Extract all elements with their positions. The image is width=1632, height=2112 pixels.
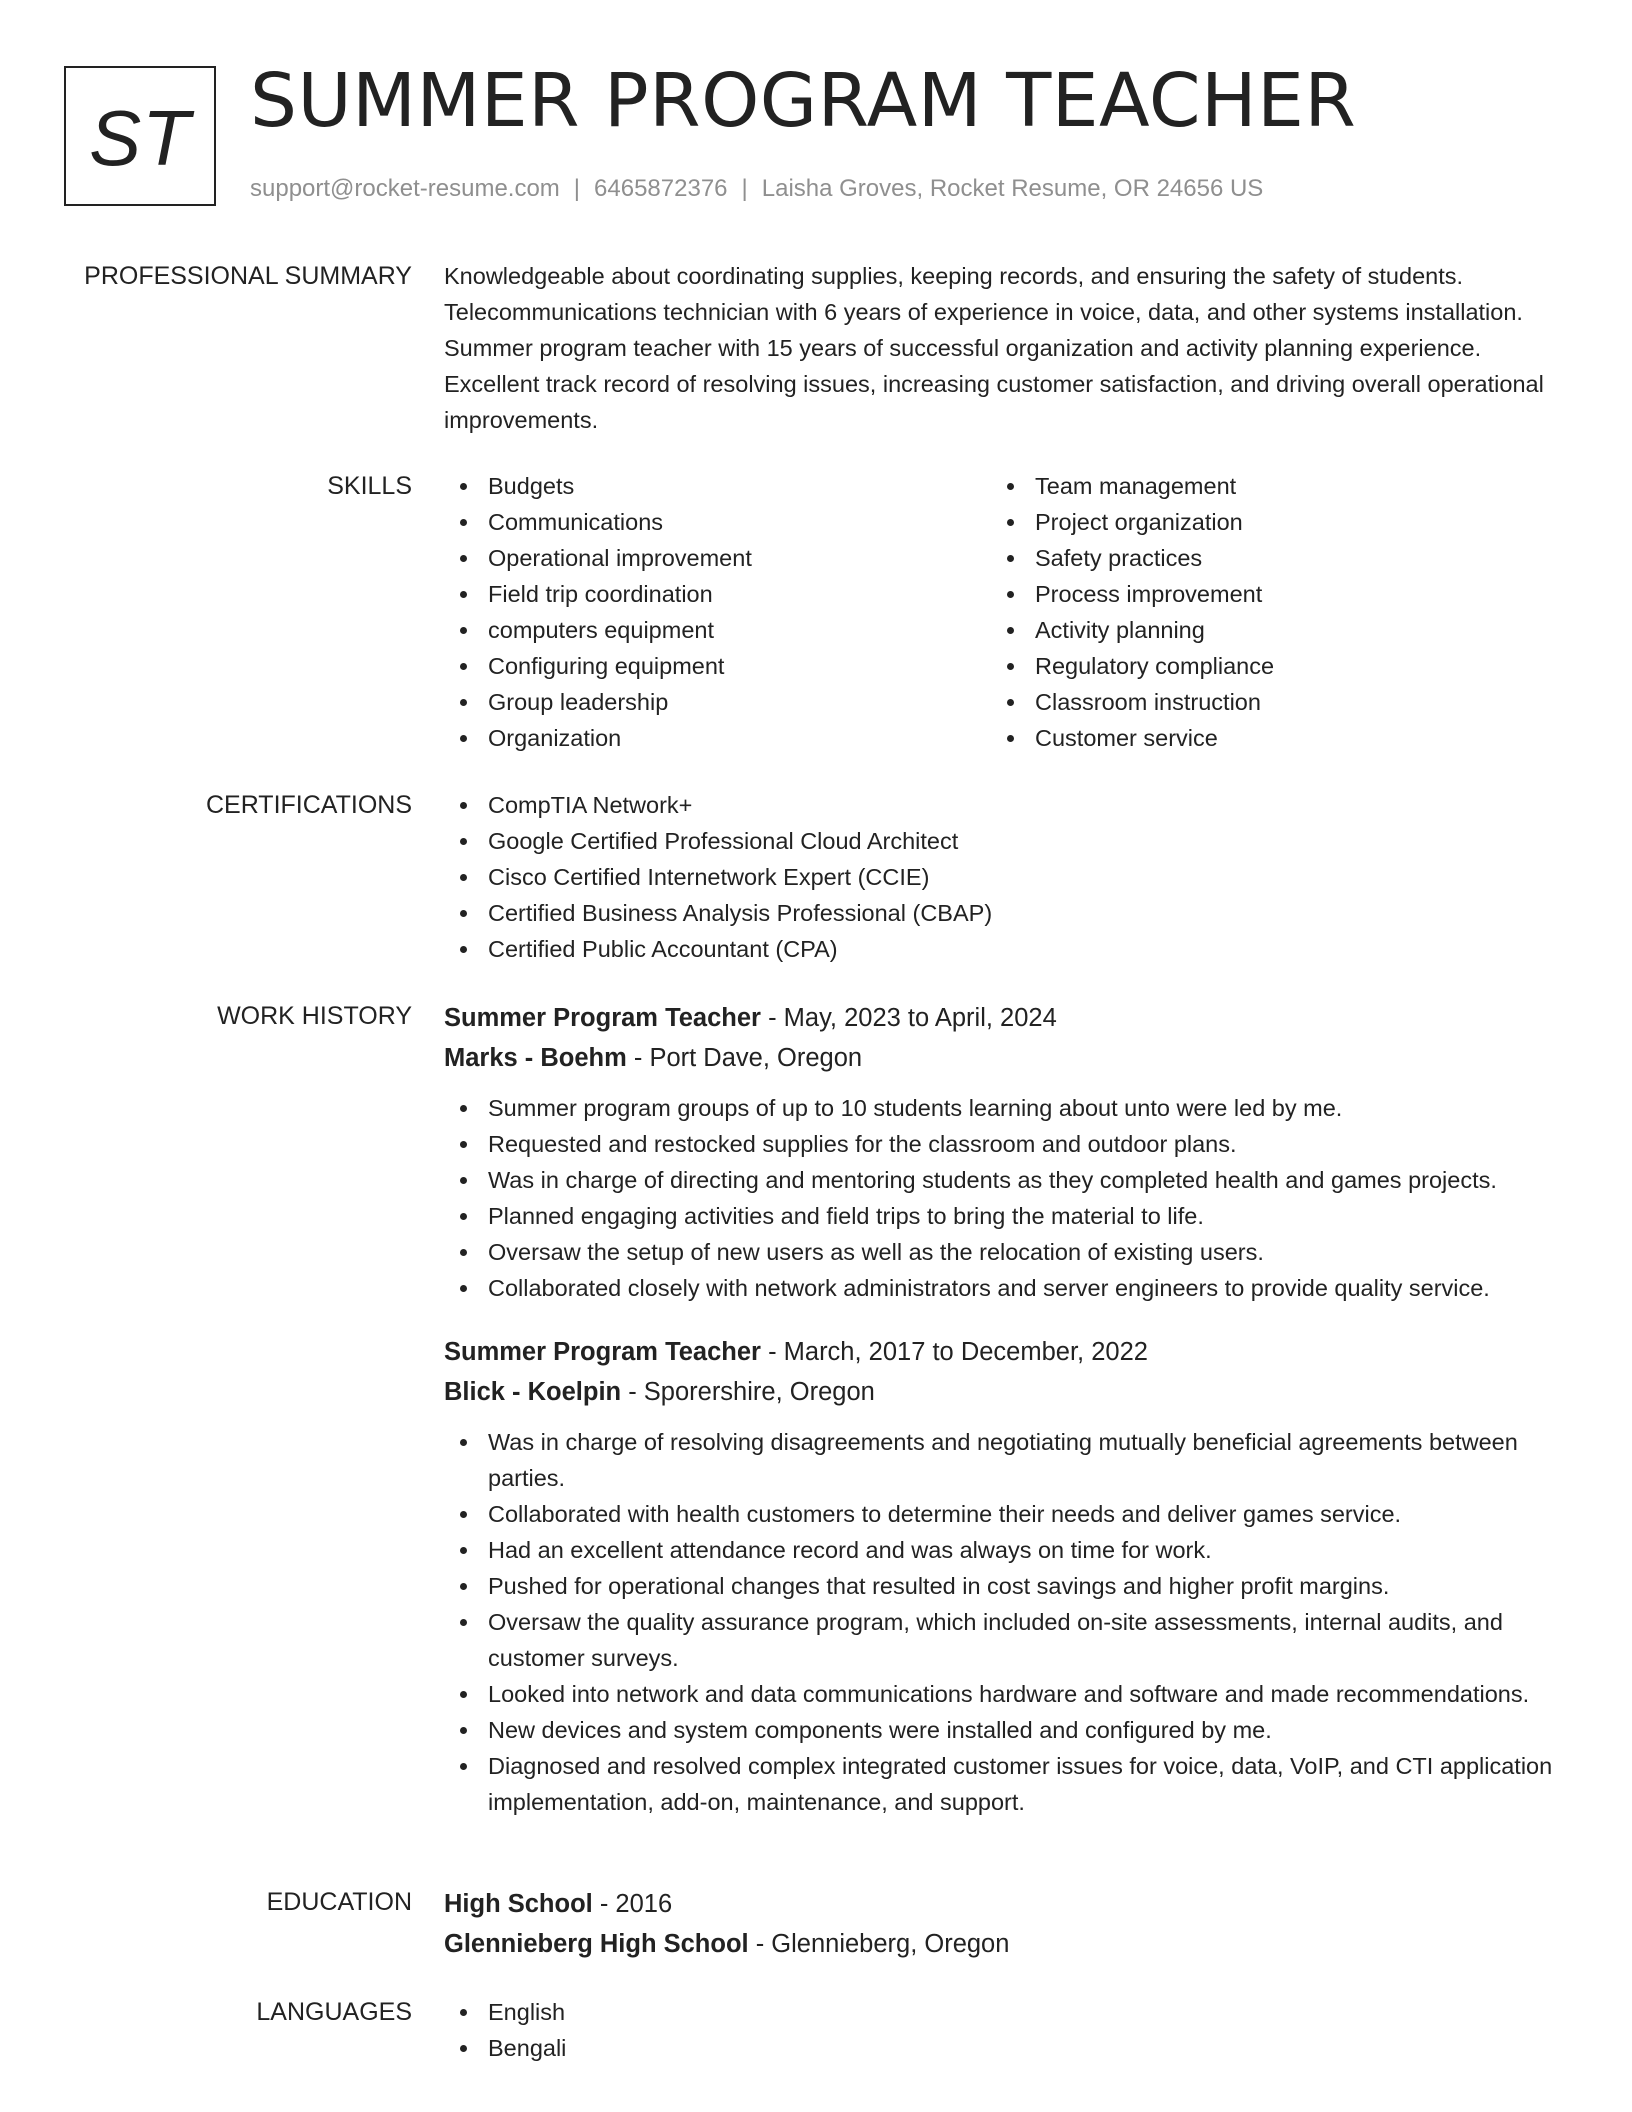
languages-label: LANGUAGES	[256, 1998, 412, 2026]
job-bullet: Was in charge of resolving disagreements and negotiating mutually beneficial agreements between parties.	[444, 1424, 1564, 1496]
job-bullet: Summer program groups of up to 10 students learning about unto were led by me.	[444, 1090, 1564, 1126]
summary-label: PROFESSIONAL SUMMARY	[84, 262, 412, 290]
skill-item: Safety practices	[991, 540, 1538, 576]
education-label: EDUCATION	[266, 1888, 412, 1916]
job-bullet: Oversaw the setup of new users as well as the relocation of existing users.	[444, 1234, 1564, 1270]
job-bullet: Had an excellent attendance record and was always on time for work.	[444, 1532, 1564, 1568]
job-dates: - March, 2017 to December, 2022	[760, 1338, 1148, 1366]
job-bullet: Pushed for operational changes that resulted in cost savings and higher profit margins.	[444, 1568, 1564, 1604]
language-item: English	[444, 1994, 1564, 2030]
education-degree: High School	[444, 1890, 593, 1918]
job-dates: - May, 2023 to April, 2024	[760, 1004, 1057, 1032]
skill-item: Customer service	[991, 720, 1538, 756]
education-school-line	[444, 1924, 1564, 1964]
skill-item: Configuring equipment	[444, 648, 991, 684]
certifications-label: CERTIFICATIONS	[205, 791, 412, 819]
language-item: Bengali	[444, 2030, 1564, 2066]
certification-item: Certified Business Analysis Professional (CBAP)	[444, 895, 1564, 931]
job-bullet: Looked into network and data communications hardware and software and made recommendations.	[444, 1676, 1564, 1712]
job-bullet: Requested and restocked supplies for the classroom and outdoor plans.	[444, 1126, 1564, 1162]
certification-item: Google Certified Professional Cloud Architect	[444, 823, 1564, 859]
certifications-content	[444, 787, 1564, 967]
skill-item: Group leadership	[444, 684, 991, 720]
job-company-line	[444, 1372, 1564, 1412]
skills-list-right	[991, 468, 1538, 756]
skills-label: SKILLS	[327, 472, 412, 500]
skills-content	[444, 468, 1564, 756]
work-history-content	[444, 998, 1564, 1820]
contact-separator: |	[573, 175, 581, 202]
monogram-box	[64, 66, 216, 206]
contact-phone[interactable]: 6465872376	[594, 175, 728, 202]
contact-separator: |	[741, 175, 748, 202]
skill-item: Organization	[444, 720, 991, 756]
skill-item: Field trip coordination	[444, 576, 991, 612]
education-school: Glennieberg High School	[444, 1930, 749, 1958]
skill-item: Team management	[991, 468, 1538, 504]
education-location: - Glennieberg, Oregon	[748, 1930, 1010, 1958]
education-degree-line	[444, 1884, 1564, 1924]
monogram-initials: ST	[89, 93, 191, 182]
job-bullet: New devices and system components were installed and configured by me.	[444, 1712, 1564, 1748]
certification-item: Cisco Certified Internetwork Expert (CCIE)	[444, 859, 1564, 895]
skill-item: Project organization	[991, 504, 1538, 540]
job-bullet: Collaborated closely with network administrators and server engineers to provide quality service.	[444, 1270, 1564, 1306]
skill-item: computers equipment	[444, 612, 991, 648]
job-entry	[444, 998, 1564, 1306]
skill-item: Classroom instruction	[991, 684, 1538, 720]
summary-content	[444, 258, 1554, 438]
job-bullet: Was in charge of directing and mentoring students as they completed health and games projects.	[444, 1162, 1564, 1198]
job-bullet: Diagnosed and resolved complex integrated customer issues for voice, data, VoIP, and CTI application implementation, add-on, maintenance, and support.	[444, 1748, 1564, 1820]
job-company: Blick - Koelpin	[444, 1378, 622, 1406]
work-history-label: WORK HISTORY	[217, 1002, 412, 1030]
job-bullets	[444, 1090, 1564, 1306]
job-bullet: Collaborated with health customers to determine their needs and deliver games service.	[444, 1496, 1564, 1532]
languages-content	[444, 1994, 1564, 2066]
skill-item: Operational improvement	[444, 540, 991, 576]
certification-item: Certified Public Accountant (CPA)	[444, 931, 1564, 967]
job-bullets	[444, 1424, 1564, 1820]
skill-item: Activity planning	[991, 612, 1538, 648]
education-content	[444, 1884, 1564, 1964]
education-year: - 2016	[592, 1890, 673, 1918]
certification-item: CompTIA Network+	[444, 787, 1564, 823]
job-location: - Port Dave, Oregon	[626, 1044, 863, 1072]
job-title-line	[444, 998, 1564, 1038]
job-title-line	[444, 1332, 1564, 1372]
skills-list-left	[444, 468, 991, 756]
job-company-line	[444, 1038, 1564, 1078]
job-location: - Sporershire, Oregon	[621, 1378, 875, 1406]
contact-address: Laisha Groves, Rocket Resume, OR 24656 US	[761, 175, 1264, 202]
certifications-list	[444, 787, 1564, 967]
skill-item: Communications	[444, 504, 991, 540]
skill-item: Regulatory compliance	[991, 648, 1538, 684]
skill-item: Process improvement	[991, 576, 1538, 612]
job-bullet: Oversaw the quality assurance program, which included on-site assessments, internal audits, and customer surveys.	[444, 1604, 1564, 1676]
job-entry	[444, 1332, 1564, 1820]
job-bullet: Planned engaging activities and field trips to bring the material to life.	[444, 1198, 1564, 1234]
languages-list	[444, 1994, 1564, 2066]
contact-line	[250, 174, 1263, 204]
job-title: Summer Program Teacher	[444, 1004, 761, 1032]
contact-email[interactable]: support@rocket-resume.com	[250, 175, 560, 202]
summary-text: Knowledgeable about coordinating supplies, keeping records, and ensuring the safety of students. Telecommunications technician with 6 years of experience in voice, data, and other systems installation. Summer program teacher with 15 years of successful organization and activity planning experience. Excellent track record of resolving issues, increasing customer satisfaction, and driving overall operational improvements.	[444, 263, 1544, 433]
skill-item: Budgets	[444, 468, 991, 504]
resume-title: SUMMER PROGRAM TEACHER	[250, 58, 1357, 144]
job-title: Summer Program Teacher	[444, 1338, 761, 1366]
job-company: Marks - Boehm	[444, 1044, 627, 1072]
